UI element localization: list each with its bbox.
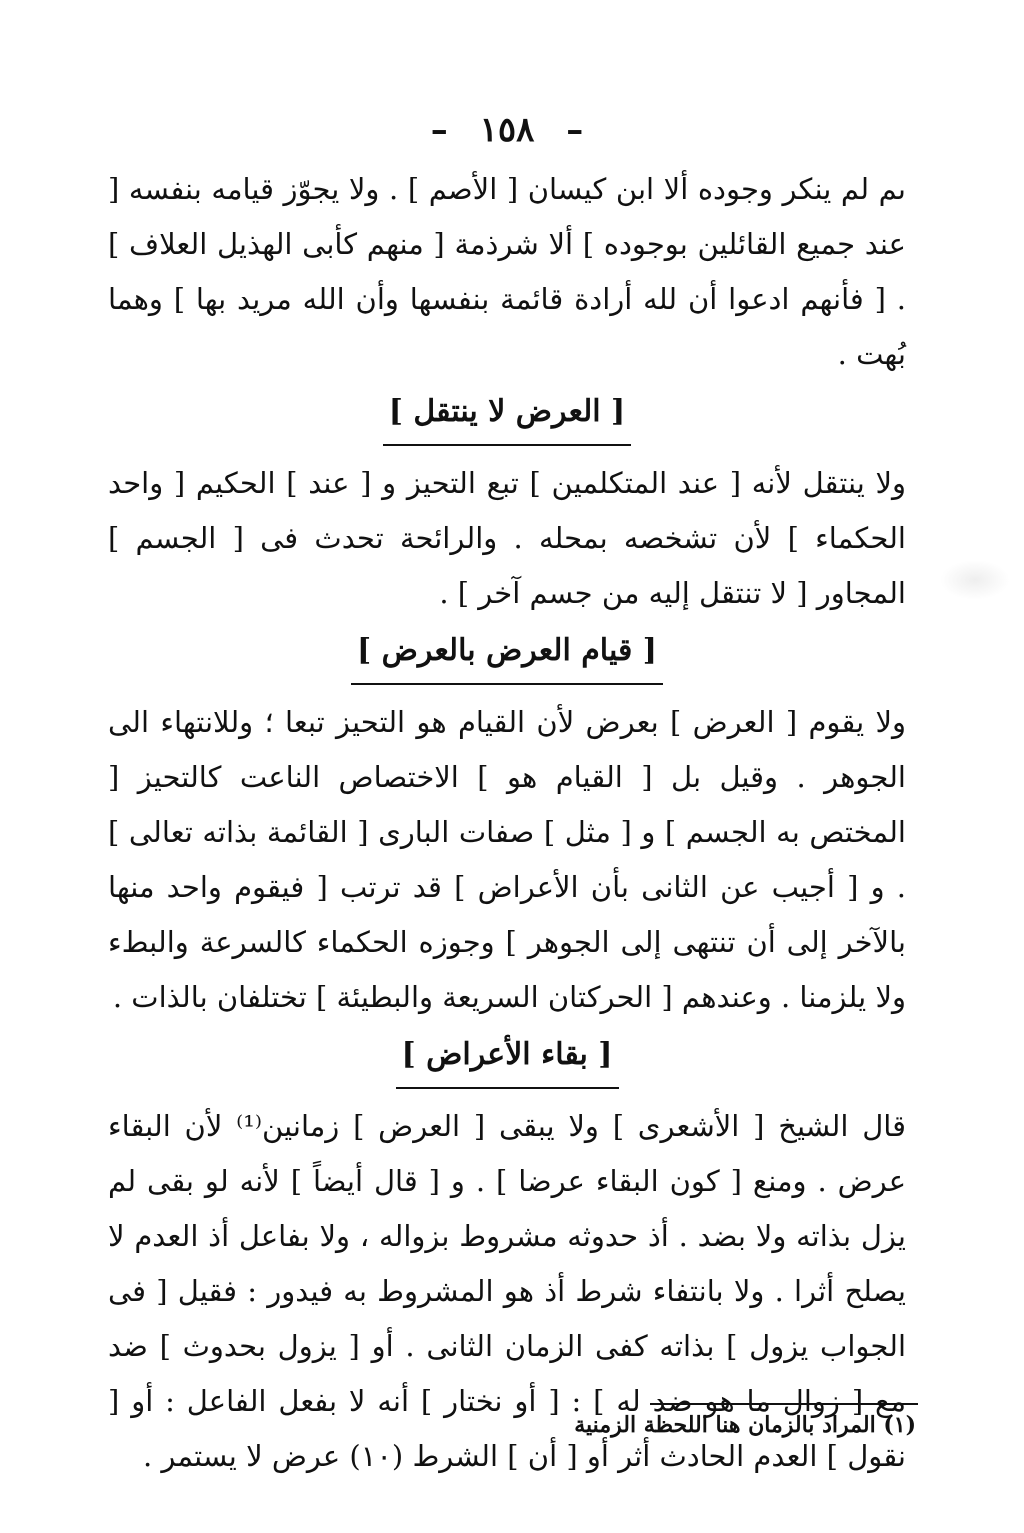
- footnote-separator: [650, 1403, 918, 1405]
- paragraph-intro: ىم لم ينكر وجوده ألا ابن كيسان [ الأصم ] . ولا يجوّز قيامه بنفسه [ عند جميع القائلين بوجوده ] ألا شرذمة [ منهم كأبى الهذيل العلاف ] . [ فأنهم ادعوا أن لله أرادة قائمة بنفسها وأن الله مريد بها ] وهما بُهت .: [108, 172, 906, 371]
- scan-smudge: [940, 560, 1010, 600]
- footnote: (١) المراد بالزمان هنا اللحظة الزمنية: [574, 1412, 916, 1438]
- section-heading-wrap: [108, 1029, 906, 1089]
- paragraph-persistence-of-accidents: قال الشيخ [ الأشعرى ] ولا يبقى [ العرض ] زمانين⁽¹⁾ لأن البقاء عرض . ومنع [ كون البقاء عرضا ] . و [ قال أيضاً ] لأنه لو بقى لم يزل بذاته ولا بضد . أذ حدوثه مشروط بزواله ، ولا بفاعل أذ العدم لا يصلح أثرا . ولا بانتفاء شرط أذ هو المشروط به فيدور : فقيل [ فى الجواب يزول ] بذاته كفى الزمان الثانى . أو [ يزول بحدوث ] ضد مع [ زوال ما هو ضد له ] : [ أو نختار ] أنه لا بفعل الفاعل : أو [ نقول ] العدم الحادث أثر أو [ أن ] الشرط (١٠) عرض لا يستمر .: [108, 1109, 906, 1473]
- section-heading-accident-by-accident: [ قيام العرض بالعرض ]: [351, 625, 663, 685]
- section-heading-accident-not-transfer: [ العرض لا ينتقل ]: [383, 386, 631, 446]
- paragraph-accident-not-transfer: ولا ينتقل لأنه [ عند المتكلمين ] تبع التحيز و [ عند ] الحكيم [ واحد الحكماء ] لأن تشخصه بمحله . والرائحة تحدث فى [ الجسم ] المجاور [ لا تنتقل إليه من جسم آخر ] .: [108, 466, 906, 610]
- page-number: [108, 100, 906, 162]
- section-heading-persistence-of-accidents: [ بقاء الأعراض ]: [396, 1029, 619, 1089]
- section-heading-wrap: [108, 625, 906, 685]
- page-number-dash-left: –: [430, 110, 448, 150]
- page-number-dash-right: –: [566, 110, 584, 150]
- paragraph-accident-by-accident: ولا يقوم [ العرض ] بعرض لأن القيام هو التحيز تبعا ؛ وللانتهاء الى الجوهر . وقيل بل [ القيام هو ] الاختصاص الناعت كالتحيز [ المختص به الجسم ] و [ مثل ] صفات البارى [ القائمة بذاته تعالى ] . و [ أجيب عن الثانى بأن الأعراض ] قد ترتب [ فيقوم واحد منها بالآخر إلى أن تنتهى إلى الجوهر ] وجوزه الحكماء كالسرعة والبطء ولا يلزمنا . وعندهم [ الحركتان السريعة والبطيئة ] تختلفان بالذات .: [108, 705, 906, 1014]
- section-heading-wrap: [108, 386, 906, 446]
- page-number-value: ١٥٨: [479, 110, 535, 150]
